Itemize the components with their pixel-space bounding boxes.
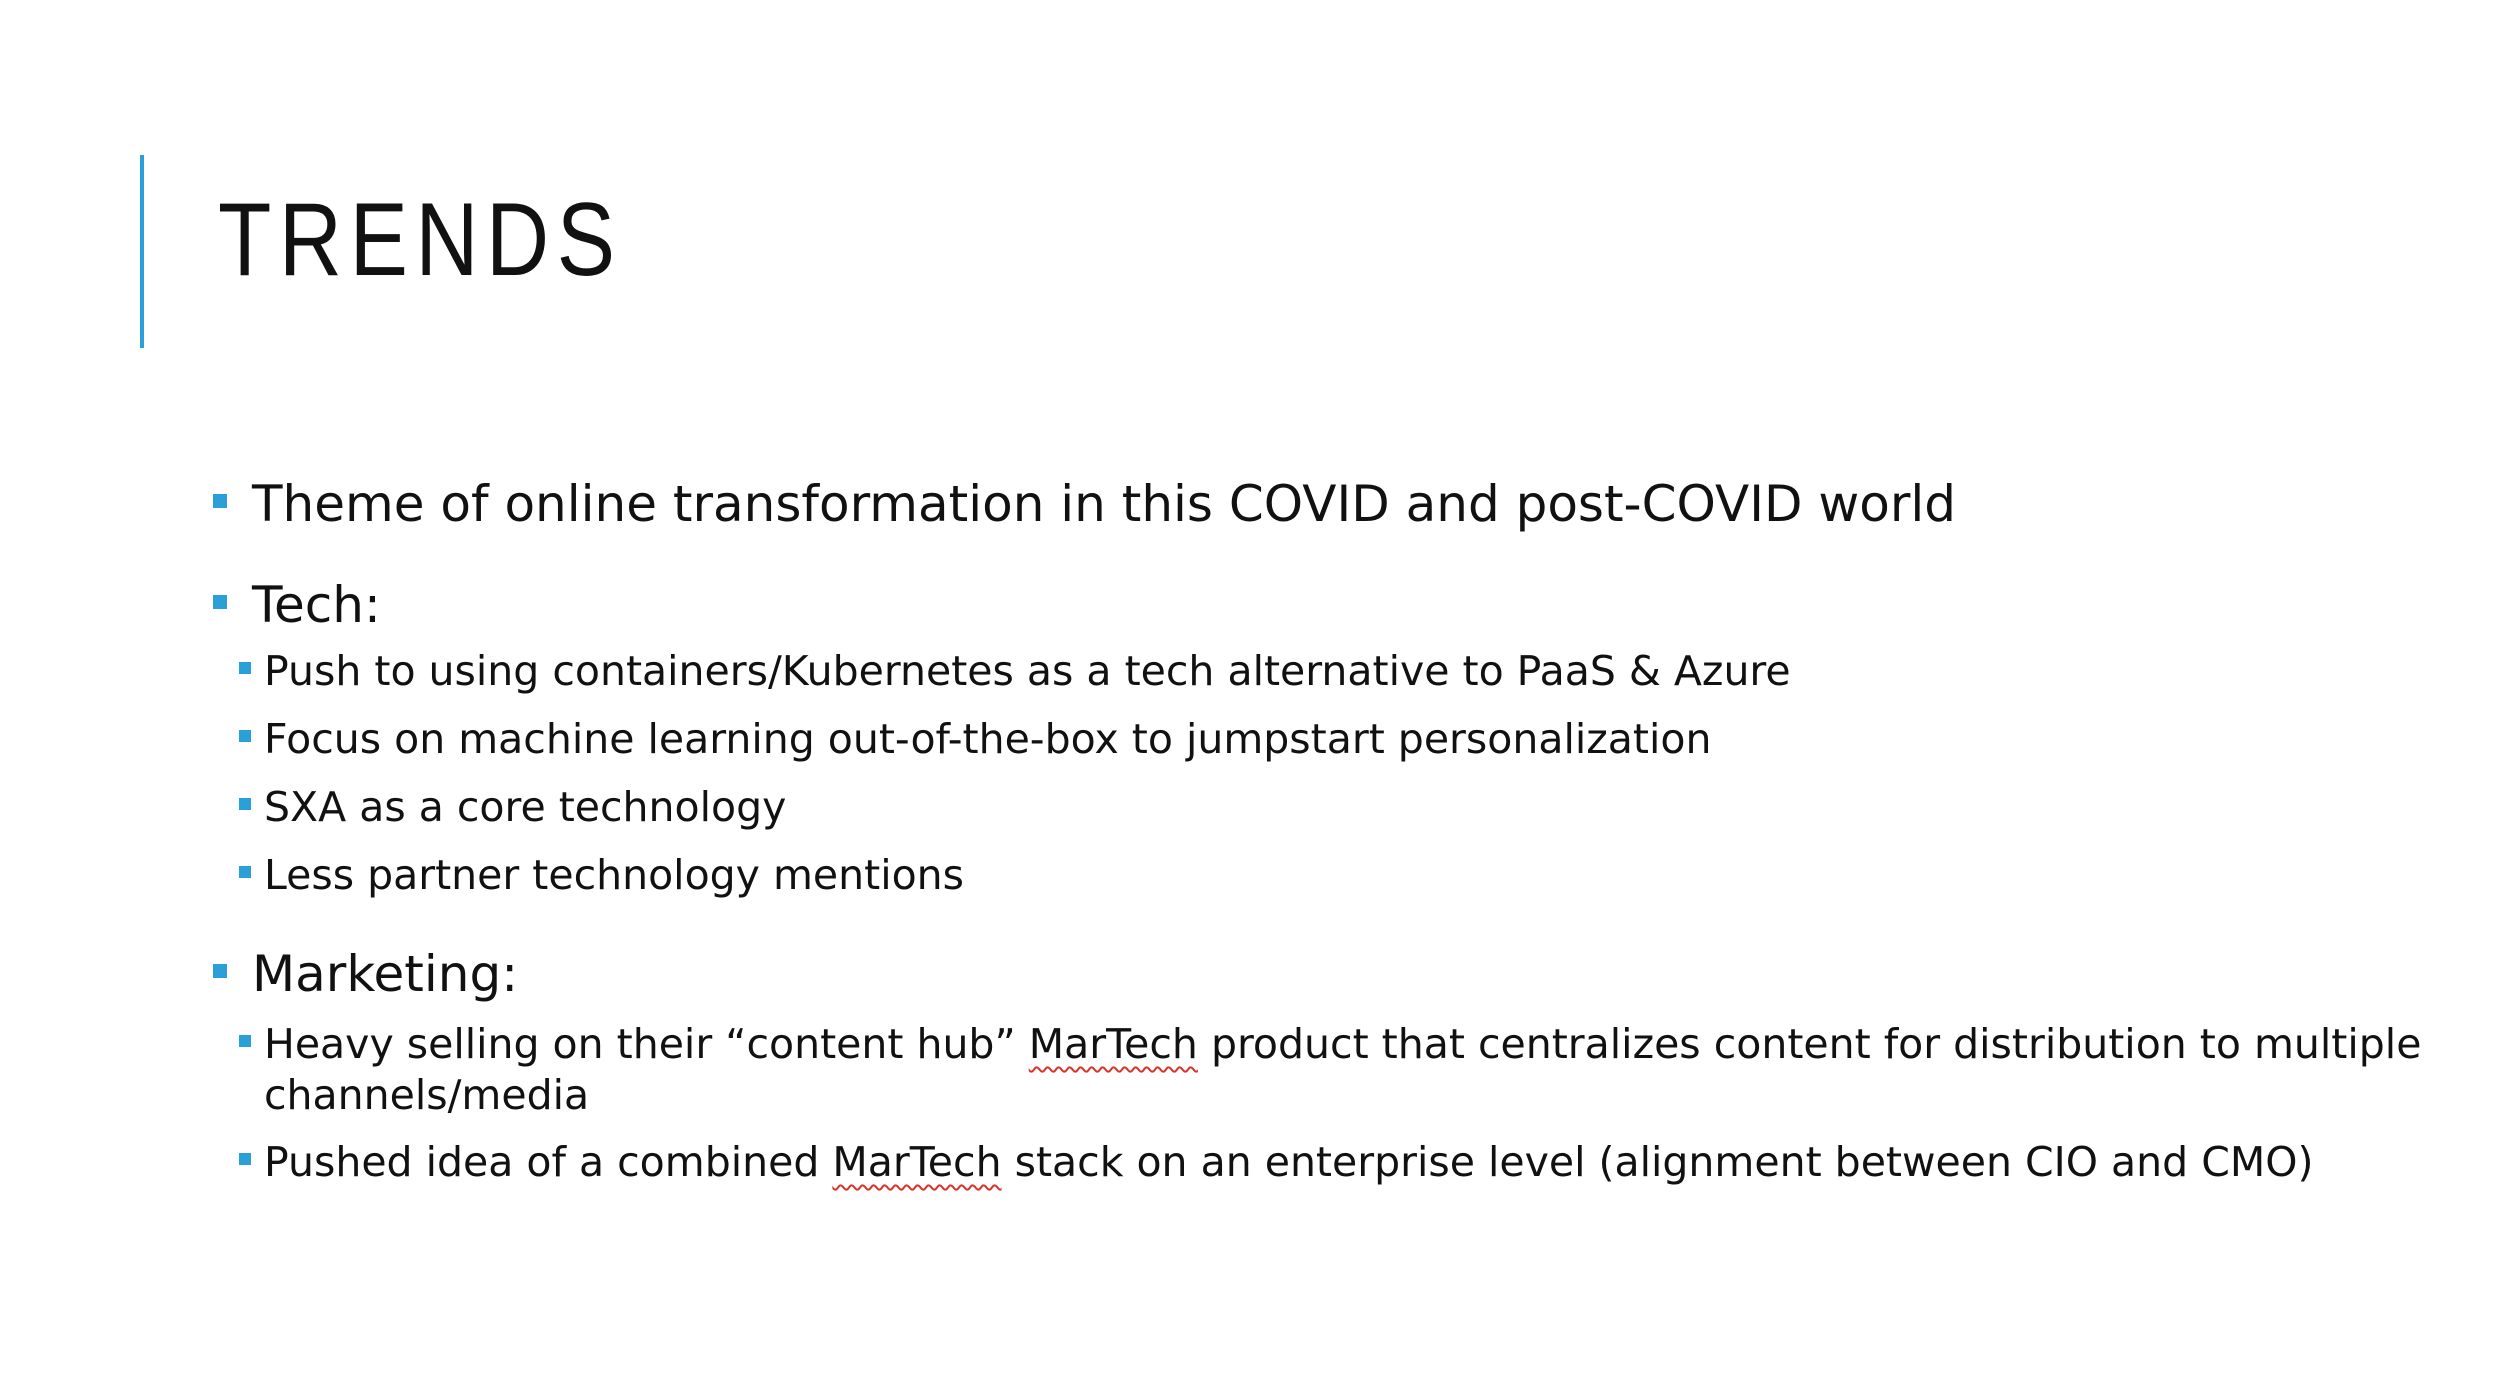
spellcheck-flagged-word[interactable]: MarTech [832, 1138, 1002, 1186]
spellcheck-flagged-word[interactable]: MarTech [1028, 1020, 1198, 1068]
sub-bullet-text: SXA as a core technology [264, 783, 787, 831]
text-fragment: stack on an enterprise level (alignment between CIO and CMO) [1001, 1138, 2314, 1186]
square-bullet-icon [239, 662, 251, 674]
square-bullet-icon [213, 964, 227, 978]
sub-bullet-text-line2: channels/media [264, 1071, 590, 1119]
square-bullet-icon [213, 595, 227, 609]
square-bullet-icon [239, 798, 251, 810]
square-bullet-icon [239, 1035, 251, 1047]
sub-bullet-text-line1 [264, 1018, 2421, 1070]
sub-bullet-text: Focus on machine learning out-of-the-box to jumpstart personalization [264, 715, 1712, 763]
square-bullet-icon [239, 1153, 251, 1165]
square-bullet-icon [239, 730, 251, 742]
square-bullet-icon [213, 494, 227, 508]
sub-bullet-text [264, 1136, 2313, 1188]
bullet-text: Tech: [252, 576, 381, 634]
title-accent-bar [140, 155, 144, 348]
bullet-text: Marketing: [252, 945, 519, 1003]
text-fragment: Pushed idea of a combined [264, 1138, 833, 1186]
sub-bullet-text: Push to using containers/Kubernetes as a tech alternative to PaaS & Azure [264, 647, 1791, 695]
text-fragment: Heavy selling on their “content hub” [264, 1020, 1029, 1068]
text-fragment: product that centralizes content for distribution to multiple [1197, 1020, 2422, 1068]
square-bullet-icon [239, 866, 251, 878]
slide-title: TRENDS [218, 182, 623, 298]
sub-bullet-text: Less partner technology mentions [264, 851, 965, 899]
bullet-text: Theme of online transformation in this COVID and post-COVID world [252, 475, 1957, 533]
